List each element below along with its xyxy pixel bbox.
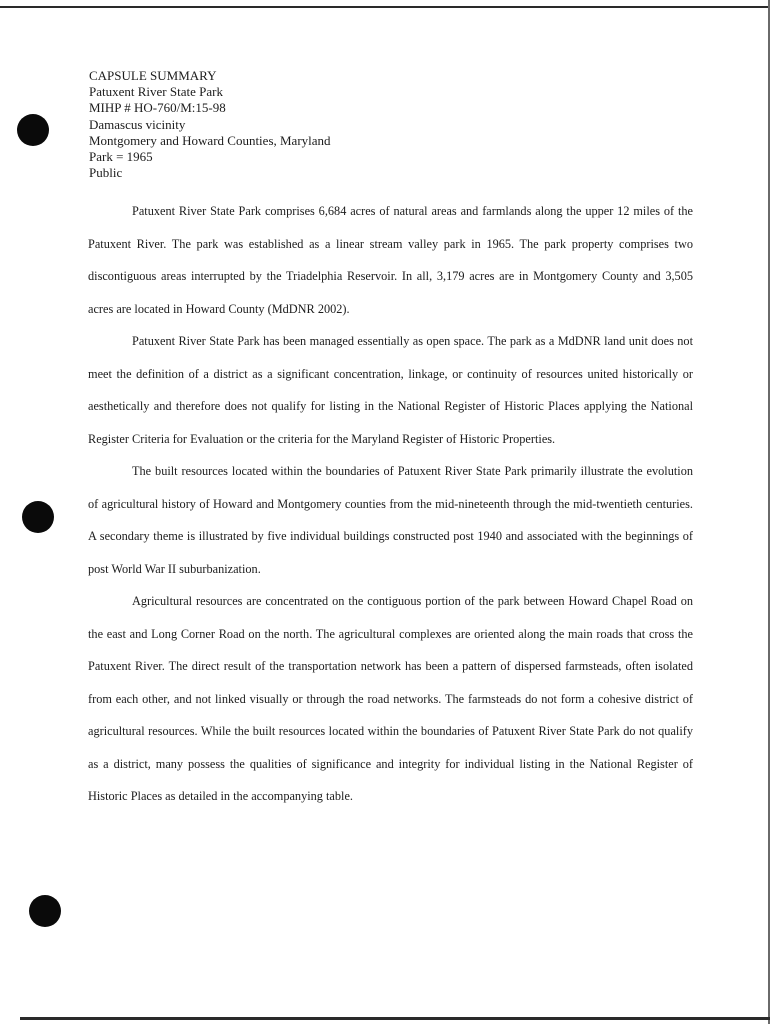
paragraph-park-overview: Patuxent River State Park comprises 6,684 acres of natural areas and farmlands along the upper 12 miles of the Patuxent River. The park was established as a linear stream valley park in 1965. The park property comprises two discontiguous areas interrupted by the Triadelphia Reservoir. In all, 3,179 acres are in Montgomery County and 3,505 acres are located in Howard County (MdDNR 2002). — [88, 204, 693, 316]
capsule-summary-header — [89, 68, 489, 181]
header-access: Public — [89, 165, 123, 181]
scan-bottom-edge — [20, 1017, 770, 1020]
header-date: Park = 1965 — [89, 149, 153, 165]
header-location: Damascus vicinity — [89, 116, 186, 132]
header-title: CAPSULE SUMMARY — [89, 68, 217, 83]
punch-hole-top — [17, 114, 49, 146]
scan-top-edge — [0, 6, 770, 8]
header-inventory-number: MIHP # HO-760/M:15-98 — [89, 100, 226, 116]
punch-hole-middle — [22, 501, 54, 533]
paragraph-built-resources: The built resources located within the boundaries of Patuxent River State Park primarily illustrate the evolution of agricultural history of Howard and Montgomery counties from the mid-nineteenth through the mid-twentieth centuries. A secondary theme is illustrated by five individual buildings constructed post 1940 and associated with the beginnings of post World War II suburbanization. — [88, 464, 693, 576]
summary-body — [88, 195, 693, 813]
punch-hole-bottom — [29, 895, 61, 927]
header-property-name: Patuxent River State Park — [89, 84, 223, 100]
paragraph-agricultural-resources: Agricultural resources are concentrated on the contiguous portion of the park between Howard Chapel Road on the east and Long Corner Road on the north. The agricultural complexes are oriented along the main roads that cross the Patuxent River. The direct result of the transportation network has been a pattern of dispersed farmsteads, often isolated from each other, and not linked visually or through the road networks. The farmsteads do not form a cohesive district of agricultural resources. While the built resources located within the boundaries of Patuxent River State Park do not qualify as a district, many possess the qualities of significance and integrity for individual listing in the National Register of Historic Places as detailed in the accompanying table. — [88, 594, 693, 803]
header-counties: Montgomery and Howard Counties, Maryland — [89, 132, 331, 148]
paragraph-district-eligibility: Patuxent River State Park has been managed essentially as open space. The park as a MdDNR land unit does not meet the definition of a district as a significant concentration, linkage, or continuity of resources united historically or aesthetically and therefore does not qualify for listing in the National Register of Historic Places applying the National Register Criteria for Evaluation or the criteria for the Maryland Register of Historic Properties. — [88, 334, 693, 446]
